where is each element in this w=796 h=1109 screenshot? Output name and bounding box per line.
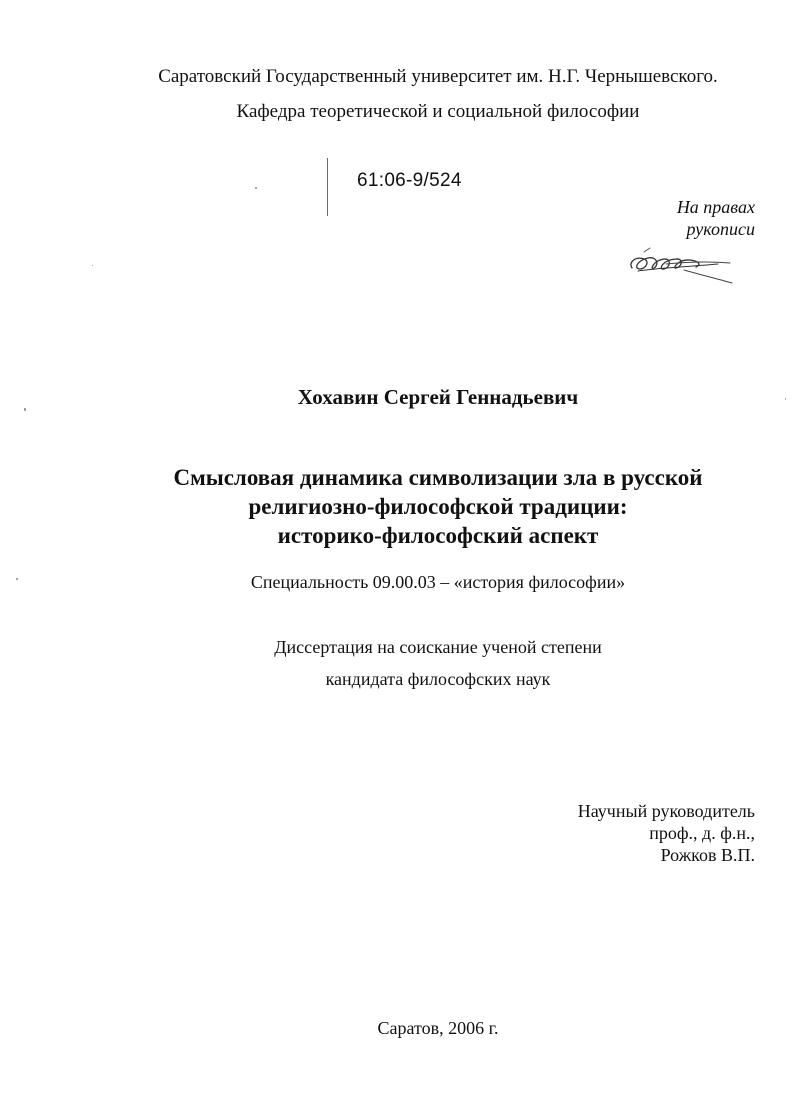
scan-speck	[16, 578, 18, 580]
title-line: историко-философский аспект	[277, 523, 599, 548]
city-year: Саратов, 2006 г.	[377, 1018, 499, 1038]
scan-speck	[92, 265, 93, 266]
rights-notice-line-1: На правах	[676, 197, 755, 217]
dissertation-title	[40, 463, 796, 550]
handwritten-signature	[626, 242, 738, 290]
university-name: Саратовский Государственный университет им. Н.Г. Чернышевского.	[158, 66, 718, 87]
scan-speck	[255, 187, 257, 189]
degree-line-1: Диссертация на соискание ученой степени	[274, 637, 602, 657]
title-line: Смысловая динамика символизации зла в русской	[173, 465, 703, 490]
title-line: религиозно-философской традиции:	[248, 494, 628, 519]
scan-speck	[24, 408, 26, 411]
supervisor-role: Научный руководитель	[577, 801, 755, 821]
library-code-stamp: 61:06-9/524	[357, 170, 462, 191]
supervisor-degree: проф., д. ф.н.,	[649, 823, 755, 843]
author-name: Хохавин Сергей Геннадьевич	[297, 385, 579, 409]
stamp-margin-line	[327, 158, 328, 216]
department-name: Кафедра теоретической и социальной философии	[236, 101, 640, 122]
supervisor-name: Рожков В.П.	[660, 845, 755, 865]
degree-line-2: кандидата философских наук	[325, 669, 551, 689]
rights-notice-line-2: рукописи	[686, 219, 755, 239]
scan-speck	[785, 398, 786, 400]
specialty-line: Специальность 09.00.03 – «история философии»	[250, 572, 626, 592]
